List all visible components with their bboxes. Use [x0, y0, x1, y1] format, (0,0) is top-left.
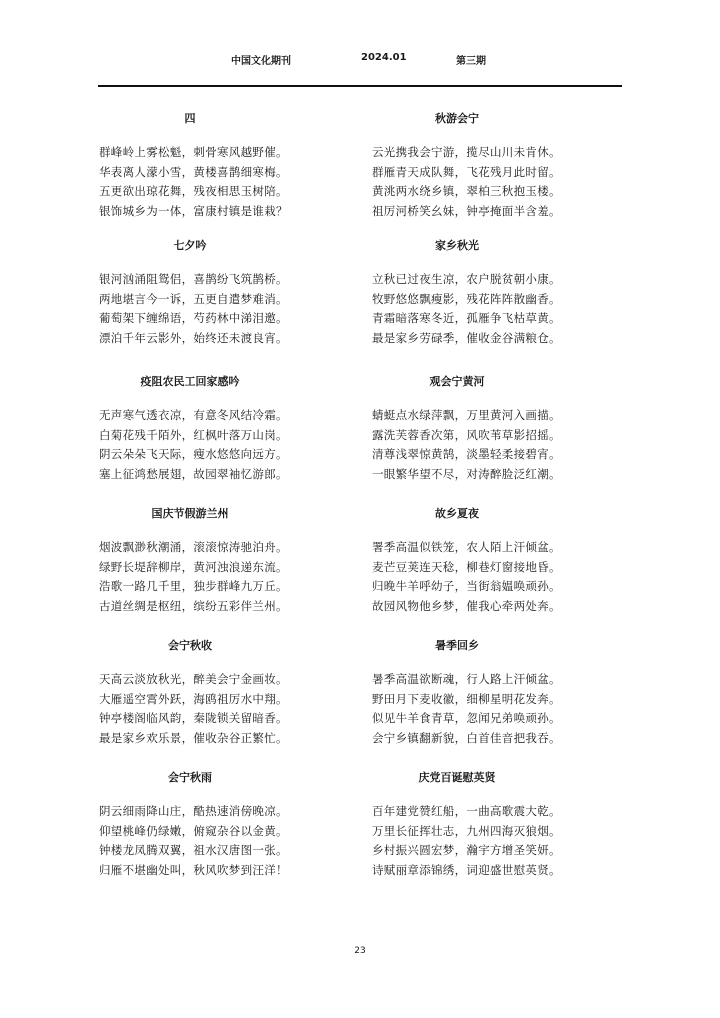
poem-line: 漂泊千年云影外，始终还未渡良宵。 [99, 330, 288, 345]
poem-line: 乡村振兴圆宏梦，瀚宇方增圣笑妍。 [372, 843, 561, 857]
poem-line: 葡萄架下缠绵语，芍药林中涕泪邀。 [99, 311, 288, 325]
poem-title: 会宁秋收 [168, 639, 212, 652]
poem-title: 七夕吟 [173, 239, 207, 252]
poem-line: 阴云细雨降山庄，酷热速消傍晚凉。 [99, 804, 288, 818]
poem-line: 群峰岭上雾松魁，刺骨寒风越野催。 [99, 145, 288, 159]
poem-line: 故园风物他乡梦，催我心牵两处奔。 [372, 598, 561, 613]
poem-line: 绿野长堤辞柳岸，黄河浊浪递东流。 [99, 559, 288, 574]
poem-line: 钟楼龙凤腾双翼，祖水汉唐图一张。 [99, 843, 288, 857]
poem-line: 塞上征鸿愁展翅，故园翠袖忆游郎。 [99, 466, 288, 481]
poem-line: 无声寒气透衣凉，有意冬风结冷霜。 [99, 408, 288, 422]
poem-line: 诗赋丽章添锦绣，词迎盛世慰英贤。 [372, 862, 561, 877]
poem-line: 两地堪言今一诉，五更自遣梦难消。 [99, 291, 288, 306]
poem-line: 百年建党赞红船，一曲高歌震大乾。 [372, 804, 561, 818]
journal-name: 中国文化期刊 [231, 56, 291, 67]
poem-title: 家乡秋光 [435, 239, 479, 252]
poem-title: 疫阻农民工回家感吟 [140, 375, 240, 388]
poem-line: 群雁青天成队舞，飞花残月此时留。 [372, 164, 561, 179]
poem-line: 银河汹涌阻鸳侣，喜鹊纷飞筑鹊桥。 [99, 272, 288, 286]
poem-line: 归晚牛羊呼幼子，当街翁媪唤顽孙。 [372, 579, 561, 593]
poem-line: 牧野悠悠飘瘦影，残花阵阵散幽香。 [372, 291, 561, 306]
poem-line: 天高云淡放秋光，醉美会宁金画妆。 [99, 672, 288, 686]
poem-line: 云光携我会宁游，揽尽山川未肯休。 [372, 145, 561, 159]
poem-line: 暑季高温欲断魂，行人路上汗倾盆。 [372, 672, 561, 686]
poem-line: 银饰城乡为一体，富康村镇是谁栽？ [99, 203, 288, 218]
running-header [0, 52, 720, 70]
poem-line: 仰望桃峰仍绿嫩，俯窥杂谷以金黄。 [99, 823, 288, 838]
poem-title: 暑季回乡 [435, 639, 479, 652]
poem-line: 归雁不堪幽处叫，秋风吹梦到汪洋！ [99, 862, 288, 877]
poem-title: 秋游会宁 [435, 112, 479, 125]
poem-line: 大雁遥空霄外跃，海鸥祖厉水中翔。 [99, 691, 288, 706]
poem-title: 四 [184, 112, 196, 125]
poem-line: 华表离人濛小雪，黄楼喜鹊细寒梅。 [99, 164, 288, 179]
poem-line: 蜻蜓点水绿萍飘，万里黄河入画描。 [372, 408, 561, 422]
poem-line: 钟亭楼阁临风韵，秦陇锁关留暗香。 [99, 711, 288, 725]
poem-line: 野田月下麦收徽，细柳星明花发奔。 [372, 691, 561, 706]
poem-line: 白菊花残千陌外，红枫叶落万山岗。 [99, 427, 288, 442]
issue-number: 第三期 [456, 56, 486, 67]
poem-line: 似见牛羊食青草，忽闻兄弟唤顽孙。 [372, 711, 561, 725]
poem-line: 立秋已过夜生凉，农户脱贫朝小康。 [372, 272, 561, 286]
poem-line: 清尊浅翠惊黄鹄，淡墨轻柔接碧宵。 [372, 447, 561, 461]
poem-title: 观会宁黄河 [429, 375, 485, 388]
issue-date: 2024.01 [361, 52, 407, 63]
poem-title: 庆党百诞慰英贤 [418, 771, 496, 784]
poem-line: 署季高温似铁笼，农人陌上汗倾盆。 [372, 540, 561, 554]
poem-line: 浩歌一路几千里，独步群峰九万丘。 [99, 579, 288, 593]
poem-line: 最是家乡劳碌季，催收金谷满粮仓。 [372, 330, 561, 345]
poem-line: 最是家乡欢乐景，催收杂谷正繁忙。 [99, 730, 288, 745]
poem-line: 青霜暗落寒冬近，孤雁争飞枯草黄。 [372, 311, 561, 325]
poem-line: 烟波飘渺秋潮涌，滚滚惊涛驰泊舟。 [99, 540, 288, 554]
poem-line: 露洗芙蓉香次第，风吹苇草影招摇。 [372, 427, 561, 442]
poem-title: 故乡夏夜 [435, 507, 479, 520]
poem-line: 古道丝绸是枢纽，缤纷五彩伴兰州。 [99, 598, 288, 613]
poem-line: 五更欲出琼花舞，残夜相思玉树陪。 [99, 184, 288, 198]
poem-line: 黄洮两水绕乡镇，翠柏三秋抱玉楼。 [372, 184, 561, 198]
page-number: 23 [354, 946, 366, 956]
header-rule [98, 85, 622, 87]
poem-title: 国庆节假游兰州 [151, 507, 229, 520]
poem-line: 一眼繁华望不尽，对涛醉脸泛红潮。 [372, 466, 561, 481]
poem-line: 阴云朵朵飞天际，瘦水悠悠向远方。 [99, 447, 288, 461]
poem-line: 会宁乡镇翻新貌，白首佳音把我吞。 [372, 730, 561, 745]
poem-line: 祖厉河桥笑幺妹，钟亭掩面半含羞。 [372, 203, 561, 218]
poem-title: 会宁秋雨 [168, 771, 212, 784]
poem-line: 万里长征挥壮志，九州四海灭狼烟。 [372, 823, 561, 838]
poem-line: 麦芒豆荚连天稔，柳巷灯窗接地昏。 [372, 559, 561, 574]
